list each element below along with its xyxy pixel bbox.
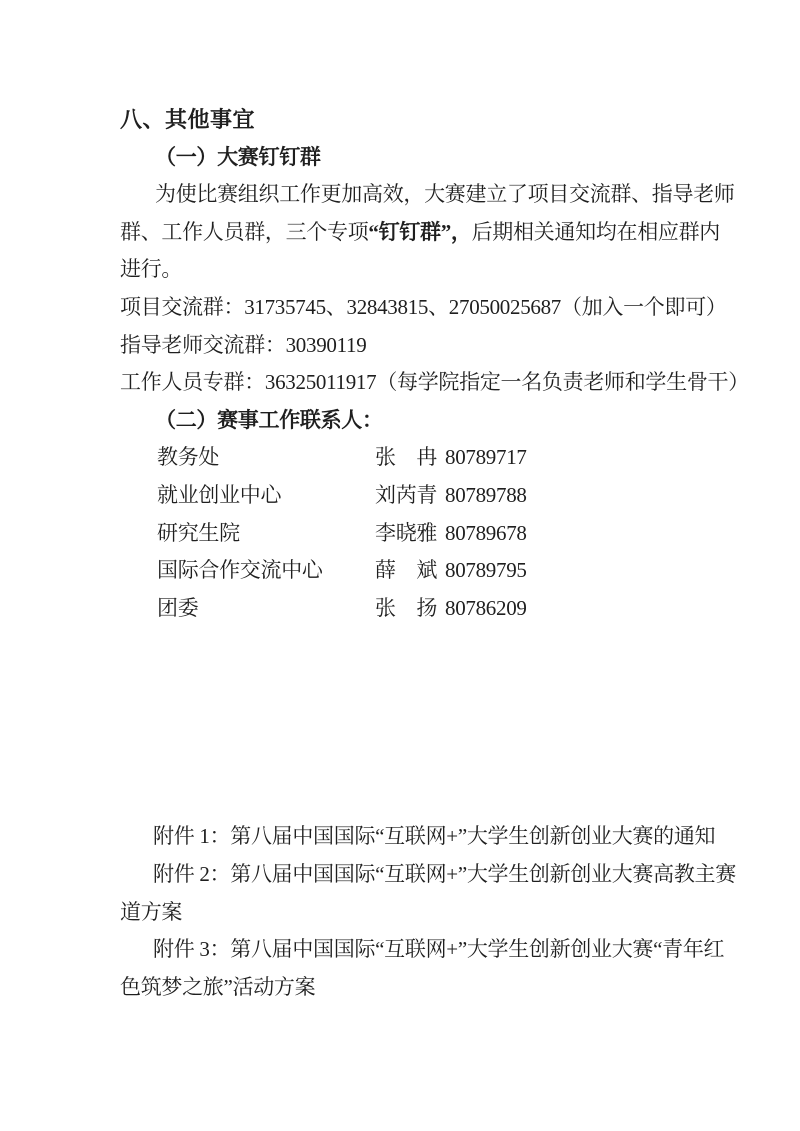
subsection-title-contacts: （二）赛事工作联系人： <box>155 407 383 432</box>
contact-row-tuanwei <box>120 590 690 628</box>
contact-row-guoji <box>120 552 690 590</box>
attachment-2-line-2: 道方案 <box>120 899 183 924</box>
attachment-1-line-1: 附件 1：第八届中国国际“互联网+”大学生创新创业大赛的通知 <box>153 824 716 849</box>
contact-phone: 80789788 <box>445 482 527 507</box>
contact-row-yanjiusheng <box>120 515 690 553</box>
paragraph-line-2-bold-dingtalk: “钉钉群”， <box>368 219 472 244</box>
paragraph-line-3: 进行。 <box>120 257 183 282</box>
contact-dept: 就业创业中心 <box>157 482 282 507</box>
paragraph-line-2-post: 后期相关通知均在相应群内 <box>471 219 721 244</box>
contact-name: 张 冉 <box>375 445 438 470</box>
contact-dept: 国际合作交流中心 <box>157 558 323 583</box>
contact-name: 刘芮青 <box>375 482 438 507</box>
contact-phone: 80789795 <box>445 558 527 583</box>
contact-name: 张 扬 <box>375 595 438 620</box>
contact-dept: 研究生院 <box>157 520 240 545</box>
paragraph-line-2 <box>120 214 721 252</box>
contact-name: 薛 斌 <box>375 558 438 583</box>
group-line-advisor: 指导老师交流群：30390119 <box>120 332 367 357</box>
subsection-title-dingtalk-groups: （一）大赛钉钉群 <box>155 144 321 169</box>
attachment-3-line-1: 附件 3：第八届中国国际“互联网+”大学生创新创业大赛“青年红 <box>153 937 725 962</box>
contact-name: 李晓雅 <box>375 520 438 545</box>
contact-phone: 80786209 <box>445 595 527 620</box>
contact-row-jiaowuchu <box>120 439 690 477</box>
attachment-2-line-1: 附件 2：第八届中国国际“互联网+”大学生创新创业大赛高教主赛 <box>153 861 736 886</box>
group-line-staff: 工作人员专群：36325011917（每学院指定一名负责老师和学生骨干） <box>120 370 749 395</box>
attachment-3-line-2: 色筑梦之旅”活动方案 <box>120 974 316 999</box>
paragraph-line-1: 为使比赛组织工作更加高效，大赛建立了项目交流群、指导老师 <box>155 182 735 207</box>
section-heading-other-matters: 八、其他事宜 <box>120 107 256 132</box>
contact-phone: 80789678 <box>445 520 527 545</box>
contact-dept: 教务处 <box>157 445 220 470</box>
contact-phone: 80789717 <box>445 445 527 470</box>
contact-row-jiuye <box>120 477 690 515</box>
paragraph-line-2-pre: 群、工作人员群，三个专项 <box>120 219 369 244</box>
vertical-gap <box>120 627 690 818</box>
contact-dept: 团委 <box>157 595 199 620</box>
group-line-project: 项目交流群：31735745、32843815、27050025687（加入一个即可） <box>120 294 727 319</box>
